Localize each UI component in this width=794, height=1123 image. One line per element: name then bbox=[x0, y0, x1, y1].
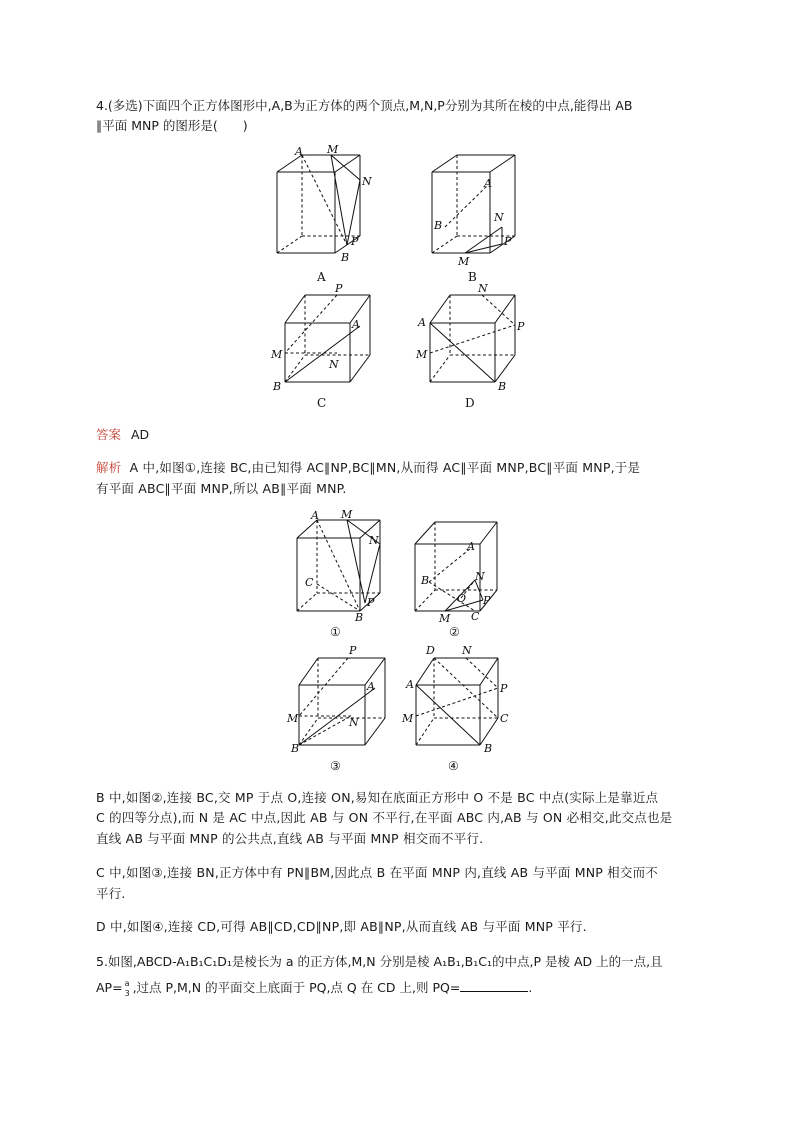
analysis-p1-line2: 有平面 ABC∥平面 MNP,所以 AB∥平面 MNP. bbox=[96, 481, 347, 496]
label-p: P bbox=[504, 235, 512, 248]
label-b: B bbox=[273, 380, 282, 393]
label-a: A bbox=[295, 145, 303, 158]
analysis-p2-line3: 直线 AB 与平面 MNP 的公共点,直线 AB 与平面 MNP 相交而不平行. bbox=[96, 831, 484, 846]
answer-row bbox=[96, 426, 149, 444]
figure-2-cube bbox=[405, 508, 515, 643]
analysis-p3-line2: 平行. bbox=[96, 886, 126, 901]
caption-c: C bbox=[317, 396, 327, 410]
label-a: A bbox=[418, 316, 426, 329]
label-b: B bbox=[291, 742, 300, 755]
label-c: C bbox=[471, 610, 480, 623]
label-n: N bbox=[369, 534, 379, 547]
label-b: B bbox=[421, 574, 430, 587]
label-m: M bbox=[416, 348, 428, 361]
analysis-p1-line1: 解析 A 中,如图①,连接 BC,由已知得 AC∥NP,BC∥MN,从而得 AC∥平面 MNP,BC∥平面 MNP,于是 bbox=[96, 460, 641, 475]
label-m: M bbox=[287, 712, 299, 725]
label-p: P bbox=[367, 596, 375, 609]
label-a: A bbox=[367, 680, 375, 693]
label-m: M bbox=[439, 612, 451, 625]
label-a: A bbox=[406, 678, 414, 691]
q5-line1: 5.如图,ABCD-A₁B₁C₁D₁是棱长为 a 的正方体,M,N 分别是棱 A₁B₁,B₁C₁的中点,P 是棱 AD 上的一点,且 bbox=[96, 954, 663, 969]
figure-1-cube bbox=[285, 508, 395, 643]
label-d: D bbox=[426, 644, 435, 657]
answer-label: 答案 bbox=[96, 427, 122, 442]
figure-c-cube bbox=[265, 280, 375, 415]
label-a: A bbox=[352, 318, 360, 331]
label-n: N bbox=[475, 570, 485, 583]
label-m: M bbox=[271, 348, 283, 361]
figure-3-cube bbox=[285, 640, 395, 775]
fraction-a-over-3: a 3 bbox=[124, 978, 130, 998]
label-b: B bbox=[484, 742, 493, 755]
label-a: A bbox=[467, 540, 475, 553]
figure-4-cube bbox=[400, 640, 520, 775]
label-b: B bbox=[498, 380, 507, 393]
analysis-p2-line2: C 的四等分点),而 N 是 AC 中点,因此 AB 与 ON 不平行,在平面 ABC 内,AB 与 ON 必相交,此交点也是 bbox=[96, 810, 673, 825]
label-p: P bbox=[335, 282, 343, 295]
label-n: N bbox=[362, 175, 372, 188]
label-n: N bbox=[329, 358, 339, 371]
analysis-p2-line1: B 中,如图②,连接 BC,交 MP 于点 O,连接 ON,易知在底面正方形中 O 不是 BC 中点(实际上是靠近点 bbox=[96, 790, 659, 805]
label-b: B bbox=[341, 251, 350, 264]
label-p: P bbox=[500, 682, 508, 695]
label-p: P bbox=[349, 644, 357, 657]
analysis-p3-line1: C 中,如图③,连接 BN,正方体中有 PN∥BM,因此点 B 在平面 MNP 内,直线 AB 与平面 MNP 相交而不 bbox=[96, 865, 658, 880]
figure-d-cube bbox=[410, 280, 540, 415]
label-m: M bbox=[402, 712, 414, 725]
analysis-p4-line1: D 中,如图④,连接 CD,可得 AB∥CD,CD∥NP,即 AB∥NP,从而直线 AB 与平面 MNP 平行. bbox=[96, 919, 587, 934]
caption-1: ① bbox=[330, 625, 341, 639]
label-c: C bbox=[500, 712, 509, 725]
label-a: A bbox=[484, 177, 492, 190]
caption-d: D bbox=[465, 396, 475, 410]
caption-3: ③ bbox=[330, 759, 341, 773]
label-p: P bbox=[483, 594, 491, 607]
label-p: P bbox=[517, 320, 525, 333]
caption-a: A bbox=[317, 270, 326, 284]
caption-2: ② bbox=[449, 625, 460, 639]
label-o: O bbox=[457, 592, 467, 605]
figure-a-cube bbox=[265, 145, 375, 290]
label-n: N bbox=[349, 716, 359, 729]
label-p: P bbox=[351, 235, 359, 248]
label-n: N bbox=[462, 644, 472, 657]
label-n: N bbox=[478, 282, 488, 295]
q4-line2: ∥平面 MNP 的图形是( ) bbox=[96, 118, 248, 133]
caption-4: ④ bbox=[448, 759, 459, 773]
label-b: B bbox=[355, 611, 364, 624]
figure-b-cube bbox=[420, 145, 530, 290]
analysis-label: 解析 bbox=[96, 460, 122, 475]
label-c: C bbox=[305, 576, 314, 589]
label-n: N bbox=[494, 211, 504, 224]
label-m: M bbox=[341, 508, 353, 521]
q5-line2: AP= a 3 ,过点 P,M,N 的平面交上底面于 PQ,点 Q 在 CD 上,则 PQ= . bbox=[96, 978, 533, 998]
label-b: B bbox=[434, 219, 443, 232]
answer-value: AD bbox=[131, 427, 150, 442]
label-m: M bbox=[458, 255, 470, 268]
q4-line1: 4.(多选)下面四个正方体图形中,A,B为正方体的两个顶点,M,N,P分别为其所在棱的中点,能得出 AB bbox=[96, 98, 633, 113]
label-m: M bbox=[327, 143, 339, 156]
label-a: A bbox=[311, 509, 319, 522]
caption-b: B bbox=[468, 270, 477, 284]
answer-blank[interactable] bbox=[460, 979, 528, 992]
